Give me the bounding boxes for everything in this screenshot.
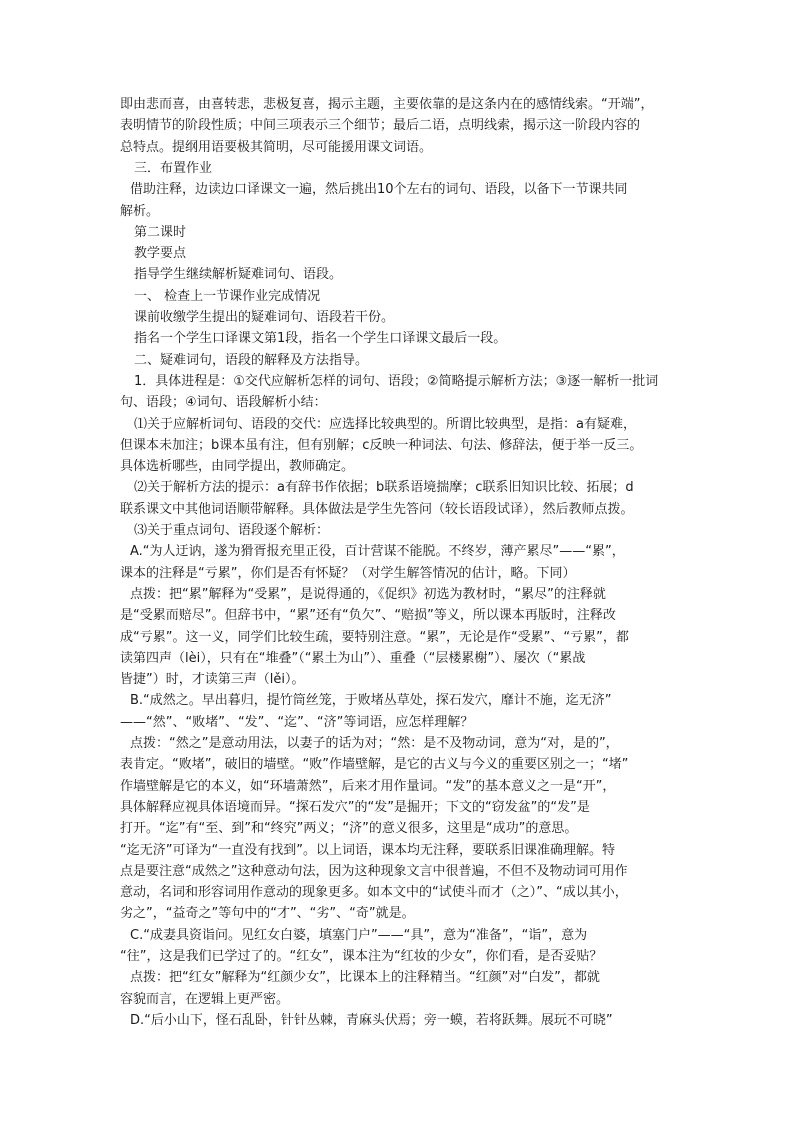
text-line: 指导学生继续解析疑难词句、语段。 bbox=[134, 267, 343, 283]
text-line: 指名一个学生口译课文第1段，指名一个学生口译课文最后一段。 bbox=[134, 331, 507, 347]
text-line: 意动，名词和形容词用作意动的现象更多。如本文中的“试使斗而才（之）”、“成以其小， bbox=[120, 885, 628, 901]
text-line: 劣之”，“益奇之”等句中的“才”、“劣”、“奇”就是。 bbox=[120, 906, 415, 922]
text-line: 读第四声（lèi），只有在“堆叠”（“累土为山”）、重叠（“层楼累榭”）、屡次（“累战 bbox=[120, 650, 586, 666]
text-line: 课本的注释是“亏累”，你们是否有怀疑？（对学生解答情况的估计，略。下同） bbox=[120, 565, 576, 581]
text-line: 点是要注意“成然之”这种意动句法，因为这种现象文言中很普遍，不但不及物动词可用作 bbox=[120, 863, 628, 879]
text-line: 打开。“迄”有“至、到”和“终究”两义；“济”的意义很多，这里是“成功”的意思。 bbox=[120, 821, 578, 837]
text-line: 1．具体进程是：①交代应解析怎样的词句、语段；②简略提示解析方法；③逐一解析一批词 bbox=[134, 373, 659, 389]
text-line: 作墙壁解是它的本义，如“环墙萧然”，后来才用作量词。“发”的基本意义之一是“开”， bbox=[120, 778, 616, 794]
text-line: 点拨：把“红女”解释为“红颜少女”，比课本上的注释精当。“红颜”对“白发”，都就 bbox=[130, 970, 600, 986]
text-line: D.“后小山下，怪石乱卧，针针丛棘，青麻头伏焉；旁一蟆，若将跃舞。展玩不可晓” bbox=[130, 1012, 613, 1028]
text-line: “迄无济”可译为“一直没有找到”。以上词语，课本均无注释，要联系旧课准确理解。特 bbox=[120, 842, 615, 858]
text-line: ⑴关于应解析词句、语段的交代：应选择比较典型的。所谓比较典型，是指：a有疑难， bbox=[134, 416, 636, 432]
text-line: 但课本未加注；b课本虽有注，但有别解；c反映一种词法、句法、修辞法，便于举一反三。 bbox=[120, 437, 643, 453]
text-line: 点拨：“然之”是意动用法，以妻子的话为对；“然：是不及物动词，意为“对，是的”， bbox=[130, 736, 619, 751]
text-line: ——“然”、“败堵”、“发”、“迄”、“济”等词语，应怎样理解？ bbox=[120, 714, 474, 730]
text-line: ⑶关于重点词句、语段逐个解析： bbox=[134, 523, 330, 538]
text-line: 第二课时 bbox=[134, 224, 187, 240]
text-line: 点拨：把“累”解释为“受累”，是说得通的，《促织》初选为教材时，“累尽”的注释就 bbox=[130, 586, 606, 602]
text-line: B.“成然之。早出暮归，提竹筒丝笼，于败堵丛草处，探石发穴，靡计不施，迄无济” bbox=[130, 693, 612, 709]
text-line: C.“成妻具资诣问。见红女白婆，填塞门户”——“具”，意为“准备”，“诣”，意为 bbox=[130, 927, 588, 943]
text-line: ⑵关于解析方法的提示：a有辞书作依据；b联系语境揣摩；c联系旧知识比较、拓展；d bbox=[134, 480, 634, 496]
text-line: 句、语段；④词句、语段解析小结： bbox=[120, 395, 327, 411]
text-line: 联系课文中其他词语顺带解释。具体做法是学生先答问（较长语段试译），然后教师点拨。 bbox=[120, 501, 634, 517]
text-line: 课前收缴学生提出的疑难词句、语段若干份。 bbox=[134, 310, 395, 325]
text-line: 表明情节的阶段性质；中间三项表示三个细节；最后二语，点明线索，揭示这一阶段内容的 bbox=[120, 118, 641, 134]
text-line: 借助注释，边读边口译课文一遍，然后挑出10个左右的词句、语段，以备下一节课共同 bbox=[130, 182, 628, 198]
text-line: 具体选析哪些，由同学提出，教师确定。 bbox=[120, 459, 355, 475]
text-line: 是“受累而赔尽”。但辞书中，“累”还有“负欠”、“赔损”等义，所以课本再版时，注释改 bbox=[120, 608, 616, 624]
text-line: “往”，这是我们已学过了的。“红女”，课本注为“红妆的少女”，你们看，是否妥贴？ bbox=[120, 949, 603, 964]
text-line: A.“为人迂讷，遂为猾胥报充里正役，百计营谋不能脱。不终岁，薄产累尽”——“累”， bbox=[130, 544, 625, 560]
text-line: 成“亏累”。这一义，同学们比较生疏，要特别注意。“累”，无论是作“受累”、“亏累”，都 bbox=[120, 629, 629, 645]
text-line: 容貌而言，在逻辑上更严密。 bbox=[120, 991, 290, 1007]
text-line: 二、疑难词句，语段的解释及方法指导。 bbox=[134, 352, 369, 368]
text-line: 总特点。提纲用语要极其简明，尽可能援用课文词语。 bbox=[120, 139, 433, 155]
text-line: 具体解释应视具体语境而异。“探石发穴”的“发”是掘开；下文的“窃发盆”的“发”是 bbox=[120, 799, 590, 815]
text-line: 一、 检查上一节课作业完成情况 bbox=[134, 288, 321, 304]
text-line: 即由悲而喜，由喜转悲，悲极复喜，揭示主题，主要依靠的是这条内在的感情线索。“开端”， bbox=[120, 97, 654, 112]
text-line: 皆捷”）时，才读第三声（lěi）。 bbox=[120, 672, 305, 688]
text-line: 表肯定。“败堵”，破旧的墙壁。“败”作墙壁解，是它的古义与今义的重要区别之一；“堵” bbox=[120, 757, 629, 773]
text-line: 教学要点 bbox=[134, 246, 187, 262]
text-line: 解析。 bbox=[120, 203, 160, 219]
text-line: 三．布置作业 bbox=[134, 160, 213, 176]
